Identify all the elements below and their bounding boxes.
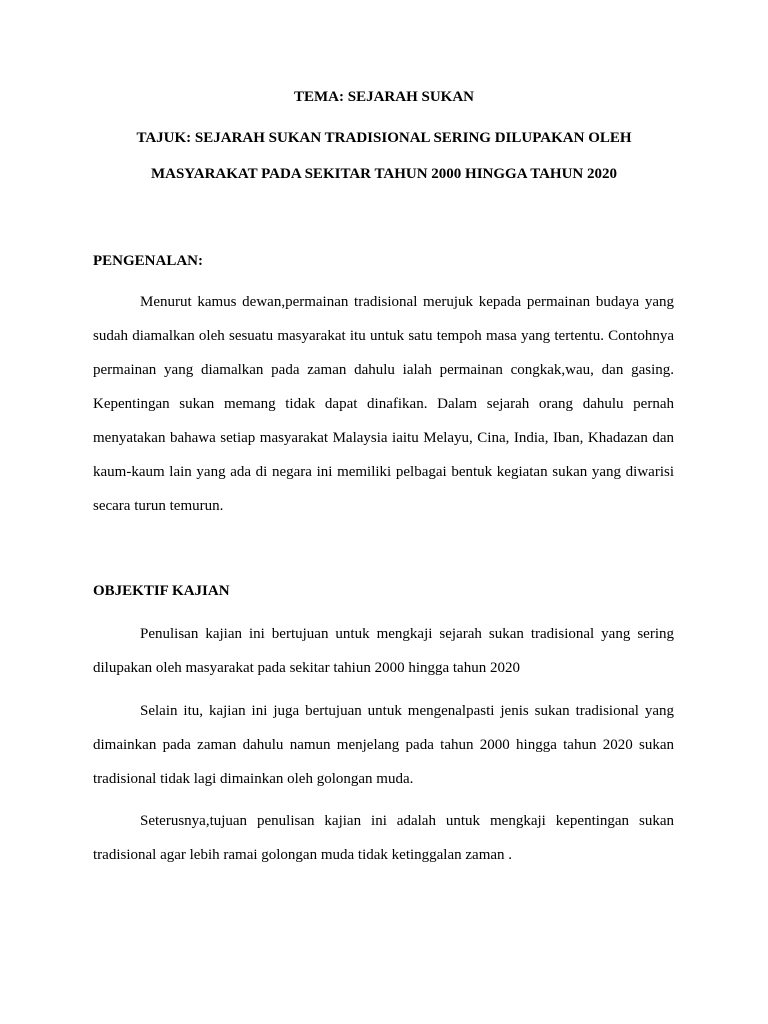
objective-paragraph-3: Seterusnya,tujuan penulisan kajian ini adalah untuk mengkaji kepentingan sukan tradisional agar lebih ramai golongan muda tidak ketinggalan zaman . <box>93 813 674 863</box>
objective-paragraph-1: Penulisan kajian ini bertujuan untuk mengkaji sejarah sukan tradisional yang sering dilupakan oleh masyarakat pada sekitar tahiun 2000 hingga tahun 2020 <box>93 626 674 676</box>
document-theme: TEMA: SEJARAH SUKAN <box>293 89 474 105</box>
objectives-heading: OBJEKTIF KAJIAN <box>93 583 230 599</box>
document-title-line-2: MASYARAKAT PADA SEKITAR TAHUN 2000 HINGGA TAHUN 2020 <box>150 166 618 182</box>
intro-heading: PENGENALAN: <box>93 253 204 269</box>
objective-paragraph-2: Selain itu, kajian ini juga bertujuan untuk mengenalpasti jenis sukan tradisional yang dimainkan pada zaman dahulu namun menjelang pada tahun 2000 hingga tahun 2020 sukan tradisional tidak lagi dimainkan oleh golongan muda. <box>93 703 674 787</box>
document-title-line-1: TAJUK: SEJARAH SUKAN TRADISIONAL SERING DILUPAKAN OLEH <box>136 130 632 146</box>
intro-paragraph: Menurut kamus dewan,permainan tradisional merujuk kepada permainan budaya yang sudah diamalkan oleh sesuatu masyarakat itu untuk satu tempoh masa yang tertentu. Contohnya permainan yang diamalkan pada zaman dahulu ialah permainan congkak,wau, dan gasing. Kepentingan sukan memang tidak dapat dinafikan. Dalam sejarah orang dahulu pernah menyatakan bahawa setiap masyarakat Malaysia iaitu Melayu, Cina, India, Iban, Khadazan dan kaum-kaum lain yang ada di negara ini memiliki pelbagai bentuk kegiatan sukan yang diwarisi secara turun temurun. <box>93 294 674 514</box>
